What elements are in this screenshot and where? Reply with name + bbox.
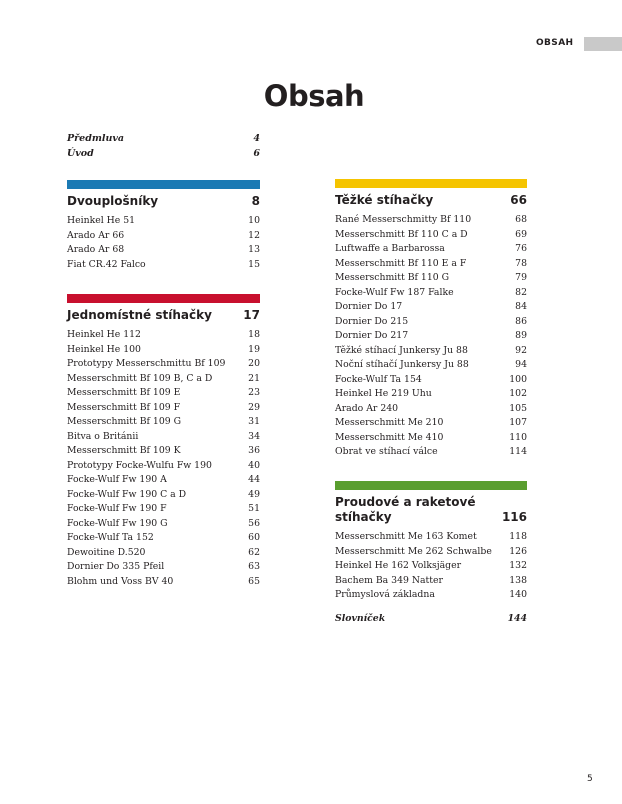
toc-entry-title: Dornier Do 215 <box>335 315 409 327</box>
toc-entry-title: Obrat ve stíhací válce <box>335 446 438 457</box>
section-title: Proudové a raketové stíhačky <box>335 495 476 524</box>
toc-entry-title: Luftwaffe a Barbarossa <box>335 243 445 254</box>
toc-entry-page: 12 <box>248 229 260 241</box>
toc-entry-page: 107 <box>509 417 527 428</box>
toc-entry[interactable] <box>335 228 527 243</box>
toc-entry[interactable] <box>67 372 260 387</box>
toc-entry[interactable] <box>67 575 260 590</box>
toc-entry-title: Blohm und Voss BV 40 <box>67 575 174 587</box>
toc-entry-title: Dornier Do 217 <box>335 330 409 341</box>
toc-entry-title: Focke-Wulf Fw 187 Falke <box>335 286 454 298</box>
toc-entry[interactable] <box>335 574 527 589</box>
toc-entry-title: Focke-Wulf Fw 190 G <box>67 517 168 529</box>
toc-entry[interactable] <box>67 459 260 474</box>
toc-entry[interactable] <box>67 444 260 459</box>
toc-entry-page: 36 <box>248 445 260 456</box>
toc-entry-page: 31 <box>248 416 260 427</box>
toc-entry-page: 19 <box>248 343 260 355</box>
toc-entry-title: Focke-Wulf Fw 190 A <box>67 474 167 485</box>
toc-entry[interactable] <box>67 401 260 416</box>
toc-entry-page: 62 <box>248 546 260 558</box>
toc-entry-page: 51 <box>248 503 260 514</box>
toc-entry[interactable] <box>335 431 527 446</box>
running-header-bar <box>584 37 622 51</box>
toc-entry-page: 79 <box>515 272 527 283</box>
toc-entry-title: Messerschmitt Me 210 <box>335 417 444 428</box>
toc-entry[interactable] <box>335 545 527 560</box>
toc-entry-title: Slovníček <box>335 612 386 624</box>
toc-entry-page: 144 <box>507 612 527 624</box>
toc-entry[interactable] <box>335 530 527 545</box>
toc-entry[interactable] <box>67 243 260 258</box>
toc-entry-title: Rané Messerschmitty Bf 110 <box>335 214 472 225</box>
toc-entry-page: 13 <box>248 244 260 255</box>
toc-entry-page: 78 <box>515 257 527 269</box>
toc-entry-title: Úvod <box>67 148 94 159</box>
toc-entry-title: Průmyslová základna <box>335 589 435 600</box>
toc-entry-title: Fiat CR.42 Falco <box>67 258 146 270</box>
toc-entry-title: Focke-Wulf Fw 190 C a D <box>67 488 187 500</box>
toc-entry-page: 140 <box>509 589 527 600</box>
toc-entry-page: 40 <box>248 459 260 471</box>
toc-entry-page: 20 <box>248 358 260 369</box>
toc-entry-title: Heinkel He 100 <box>67 343 141 355</box>
toc-entry-list <box>335 213 527 460</box>
toc-entry[interactable] <box>67 502 260 517</box>
toc-entry[interactable] <box>67 473 260 488</box>
toc-entry-title: Noční stíhačí Junkersy Ju 88 <box>335 359 469 370</box>
toc-entry-page: 10 <box>248 215 260 226</box>
toc-entry-title: Dewoitine D.520 <box>67 546 146 558</box>
toc-entry[interactable] <box>67 546 260 561</box>
toc-entry-title: Heinkel He 162 Volksjäger <box>335 560 462 571</box>
section-jet-and-rocket-fighters <box>335 481 527 626</box>
section-title: Dvouplošníky <box>67 194 159 208</box>
toc-entry-page: 6 <box>253 148 260 159</box>
toc-entry-foreword[interactable] <box>67 131 260 146</box>
toc-entry[interactable] <box>67 517 260 532</box>
toc-entry-title: Dornier Do 335 Pfeil <box>67 561 165 572</box>
toc-entry-title: Messerschmitt Bf 109 E <box>67 387 181 398</box>
toc-entry-title: Messerschmitt Me 410 <box>335 431 444 443</box>
toc-entry[interactable] <box>67 343 260 358</box>
toc-entry-title: Focke-Wulf Ta 152 <box>67 532 154 543</box>
section-page: 116 <box>501 510 527 524</box>
toc-entry-page: 114 <box>509 446 527 457</box>
section-page: 17 <box>243 308 260 322</box>
section-page: 66 <box>510 193 527 207</box>
toc-entry-page: 15 <box>248 258 260 270</box>
toc-entry-page: 4 <box>253 133 260 144</box>
toc-entry-page: 94 <box>515 359 527 370</box>
toc-entry-title: Messerschmitt Bf 109 K <box>67 445 181 456</box>
toc-entry-introduction[interactable] <box>67 146 260 161</box>
toc-entry[interactable] <box>335 559 527 574</box>
toc-entry-page: 23 <box>248 387 260 398</box>
toc-entry-title: Předmluva <box>67 133 125 144</box>
running-header-label: OBSAH <box>536 38 574 48</box>
page-number: 5 <box>587 774 593 784</box>
toc-entry-title: Focke-Wulf Fw 190 F <box>67 503 167 514</box>
toc-entry-page: 76 <box>515 243 527 254</box>
toc-entry-page: 138 <box>509 574 527 586</box>
section-color-bar <box>67 180 260 189</box>
front-matter <box>67 131 260 161</box>
toc-entry[interactable] <box>335 588 527 603</box>
toc-entry[interactable] <box>335 213 527 228</box>
section-heading[interactable] <box>67 308 260 323</box>
toc-entry-title: Prototypy Focke-Wulfu Fw 190 <box>67 459 212 471</box>
toc-entry-title: Bitva o Británii <box>67 430 139 442</box>
toc-entry-page: 18 <box>248 329 260 340</box>
toc-entry-page: 69 <box>515 228 527 240</box>
toc-entry[interactable] <box>67 258 260 273</box>
toc-entry-title: Prototypy Messerschmittu Bf 109 <box>67 358 226 369</box>
toc-entry[interactable] <box>335 271 527 286</box>
toc-entry-title: Messerschmitt Me 163 Komet <box>335 531 477 542</box>
toc-entry-list <box>67 214 260 272</box>
toc-entry[interactable] <box>67 415 260 430</box>
toc-entry-list <box>335 530 527 603</box>
toc-entry-title: Focke-Wulf Ta 154 <box>335 373 422 385</box>
page-title: Obsah <box>263 79 365 113</box>
toc-entry[interactable] <box>335 445 527 460</box>
toc-entry[interactable] <box>67 488 260 503</box>
section-color-bar <box>335 179 527 188</box>
toc-entry-page: 132 <box>509 560 527 571</box>
section-heading[interactable] <box>335 495 527 525</box>
toc-entry-title: Messerschmitt Bf 109 G <box>67 416 182 427</box>
toc-entry[interactable] <box>67 357 260 372</box>
toc-entry-title: Messerschmitt Bf 110 E a F <box>335 257 467 269</box>
toc-entry[interactable] <box>67 531 260 546</box>
toc-entry-title: Messerschmitt Bf 109 B, C a D <box>67 372 213 384</box>
toc-entry-page: 102 <box>509 388 527 399</box>
toc-entry[interactable] <box>67 430 260 445</box>
toc-entry[interactable] <box>335 257 527 272</box>
toc-entry[interactable] <box>335 358 527 373</box>
toc-entry[interactable] <box>335 402 527 417</box>
toc-entry-title: Messerschmitt Bf 110 G <box>335 272 450 283</box>
toc-entry[interactable] <box>67 328 260 343</box>
toc-entry-title: Messerschmitt Me 262 Schwalbe <box>335 545 492 557</box>
toc-entry-page: 110 <box>509 431 527 443</box>
section-title: Těžké stíhačky <box>335 193 434 207</box>
toc-entry-page: 84 <box>515 301 527 312</box>
toc-entry-title: Arado Ar 66 <box>67 229 125 241</box>
section-color-bar <box>335 481 527 490</box>
toc-entry-title: Messerschmitt Bf 109 F <box>67 401 181 413</box>
toc-entry-page: 56 <box>248 517 260 529</box>
toc-entry-page: 65 <box>248 575 260 587</box>
toc-entry[interactable] <box>67 560 260 575</box>
toc-entry-title: Bachem Ba 349 Natter <box>335 574 443 586</box>
toc-entry-page: 44 <box>248 474 260 485</box>
toc-entry[interactable] <box>335 373 527 388</box>
toc-entry[interactable] <box>67 214 260 229</box>
toc-entry-page: 49 <box>248 488 260 500</box>
section-color-bar <box>67 294 260 303</box>
section-biplanes <box>67 180 260 272</box>
toc-entry[interactable] <box>335 286 527 301</box>
section-page: 8 <box>251 194 260 208</box>
toc-entry-page: 34 <box>248 430 260 442</box>
toc-entry-page: 29 <box>248 401 260 413</box>
toc-entry-page: 82 <box>515 286 527 298</box>
toc-entry-glossary[interactable] <box>335 612 527 627</box>
toc-entry-page: 118 <box>509 531 527 542</box>
toc-entry[interactable] <box>335 300 527 315</box>
toc-entry[interactable] <box>335 416 527 431</box>
toc-entry-title: Dornier Do 17 <box>335 301 403 312</box>
toc-entry-page: 92 <box>515 344 527 356</box>
toc-entry[interactable] <box>335 329 527 344</box>
toc-entry-page: 100 <box>509 373 527 385</box>
toc-entry[interactable] <box>335 387 527 402</box>
toc-entry[interactable] <box>67 229 260 244</box>
toc-entry[interactable] <box>67 386 260 401</box>
section-heading[interactable] <box>67 194 260 209</box>
toc-entry-title: Těžké stíhací Junkersy Ju 88 <box>335 344 468 356</box>
toc-entry[interactable] <box>335 344 527 359</box>
toc-entry-page: 86 <box>515 315 527 327</box>
toc-entry-title: Heinkel He 51 <box>67 215 136 226</box>
toc-entry-title: Arado Ar 68 <box>67 244 125 255</box>
toc-entry-page: 21 <box>248 372 260 384</box>
toc-entry-title: Arado Ar 240 <box>335 402 399 414</box>
toc-entry-page: 105 <box>509 402 527 414</box>
section-title: Jednomístné stíhačky <box>67 308 212 322</box>
toc-entry-title: Heinkel He 219 Uhu <box>335 388 432 399</box>
toc-entry-page: 68 <box>515 214 527 225</box>
toc-entry-title: Messerschmitt Bf 110 C a D <box>335 228 468 240</box>
toc-entry[interactable] <box>335 315 527 330</box>
toc-entry-page: 126 <box>509 545 527 557</box>
toc-entry-page: 89 <box>515 330 527 341</box>
section-heavy-fighters <box>335 179 527 460</box>
toc-entry-page: 63 <box>248 561 260 572</box>
section-single-seat-fighters <box>67 294 260 589</box>
toc-entry-page: 60 <box>248 532 260 543</box>
toc-entry[interactable] <box>335 242 527 257</box>
toc-entry-list <box>67 328 260 589</box>
section-heading[interactable] <box>335 193 527 208</box>
toc-entry-title: Heinkel He 112 <box>67 329 141 340</box>
